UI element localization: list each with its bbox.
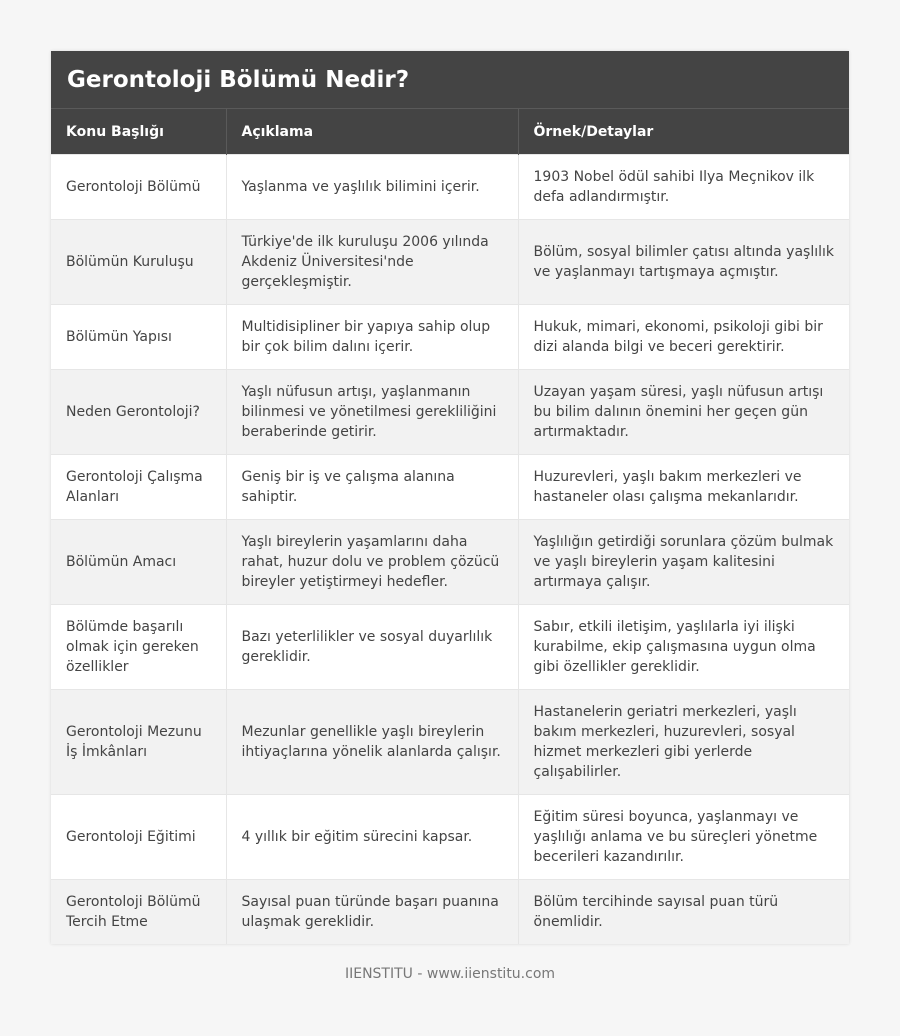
- table-row: [51, 880, 849, 945]
- description-cell: Türkiye'de ilk kuruluşu 2006 yılında Akdeniz Üniversitesi'nde gerçekleşmiştir.: [226, 220, 518, 305]
- table-row: [51, 520, 849, 605]
- column-header-details: Örnek/Detaylar: [518, 109, 849, 155]
- table-row: [51, 795, 849, 880]
- topic-cell: Bölümün Yapısı: [51, 305, 226, 370]
- details-cell: 1903 Nobel ödül sahibi Ilya Meçnikov ilk defa adlandırmıştır.: [518, 155, 849, 220]
- table-title: Gerontoloji Bölümü Nedir?: [51, 51, 849, 108]
- table-row: [51, 605, 849, 690]
- topic-cell: Gerontoloji Bölümü Tercih Etme: [51, 880, 226, 945]
- table-row: [51, 690, 849, 795]
- table-row: [51, 305, 849, 370]
- table-row: [51, 155, 849, 220]
- table-row: [51, 370, 849, 455]
- description-cell: Geniş bir iş ve çalışma alanına sahiptir.: [226, 455, 518, 520]
- description-cell: Sayısal puan türünde başarı puanına ulaşmak gereklidir.: [226, 880, 518, 945]
- topic-cell: Gerontoloji Bölümü: [51, 155, 226, 220]
- topic-cell: Bölümde başarılı olmak için gereken özellikler: [51, 605, 226, 690]
- column-header-description: Açıklama: [226, 109, 518, 155]
- details-cell: Uzayan yaşam süresi, yaşlı nüfusun artışı bu bilim dalının önemini her geçen gün artırmaktadır.: [518, 370, 849, 455]
- footer-credit: IIENSTITU - www.iienstitu.com: [344, 966, 556, 982]
- details-cell: Eğitim süresi boyunca, yaşlanmayı ve yaşlılığı anlama ve bu süreçleri yönetme becerileri kazandırılır.: [518, 795, 849, 880]
- topic-cell: Gerontoloji Mezunu İş İmkânları: [51, 690, 226, 795]
- topic-cell: Bölümün Amacı: [51, 520, 226, 605]
- description-cell: Bazı yeterlilikler ve sosyal duyarlılık gereklidir.: [226, 605, 518, 690]
- description-cell: Multidisipliner bir yapıya sahip olup bir çok bilim dalını içerir.: [226, 305, 518, 370]
- topic-cell: Gerontoloji Çalışma Alanları: [51, 455, 226, 520]
- details-cell: Bölüm tercihinde sayısal puan türü önemlidir.: [518, 880, 849, 945]
- info-table: [51, 108, 849, 944]
- details-cell: Huzurevleri, yaşlı bakım merkezleri ve hastaneler olası çalışma mekanlarıdır.: [518, 455, 849, 520]
- description-cell: Yaşlanma ve yaşlılık bilimini içerir.: [226, 155, 518, 220]
- topic-cell: Bölümün Kuruluşu: [51, 220, 226, 305]
- description-cell: 4 yıllık bir eğitim sürecini kapsar.: [226, 795, 518, 880]
- header-row: [51, 109, 849, 155]
- description-cell: Yaşlı bireylerin yaşamlarını daha rahat, huzur dolu ve problem çözücü bireyler yetiştirmeyi hedefler.: [226, 520, 518, 605]
- details-cell: Hastanelerin geriatri merkezleri, yaşlı bakım merkezleri, huzurevleri, sosyal hizmet merkezleri gibi yerlerde çalışabilirler.: [518, 690, 849, 795]
- details-cell: Sabır, etkili iletişim, yaşlılarla iyi ilişki kurabilme, ekip çalışmasına uygun olma gibi özellikler gereklidir.: [518, 605, 849, 690]
- table-row: [51, 455, 849, 520]
- topic-cell: Gerontoloji Eğitimi: [51, 795, 226, 880]
- description-cell: Mezunlar genellikle yaşlı bireylerin ihtiyaçlarına yönelik alanlarda çalışır.: [226, 690, 518, 795]
- topic-cell: Neden Gerontoloji?: [51, 370, 226, 455]
- description-cell: Yaşlı nüfusun artışı, yaşlanmanın bilinmesi ve yönetilmesi gerekliliğini beraberinde getirir.: [226, 370, 518, 455]
- column-header-topic: Konu Başlığı: [51, 109, 226, 155]
- details-cell: Bölüm, sosyal bilimler çatısı altında yaşlılık ve yaşlanmayı tartışmaya açmıştır.: [518, 220, 849, 305]
- details-cell: Yaşlılığın getirdiği sorunlara çözüm bulmak ve yaşlı bireylerin yaşam kalitesini artırmaya çalışır.: [518, 520, 849, 605]
- info-table-card: [51, 51, 849, 944]
- table-row: [51, 220, 849, 305]
- details-cell: Hukuk, mimari, ekonomi, psikoloji gibi bir dizi alanda bilgi ve beceri gerektirir.: [518, 305, 849, 370]
